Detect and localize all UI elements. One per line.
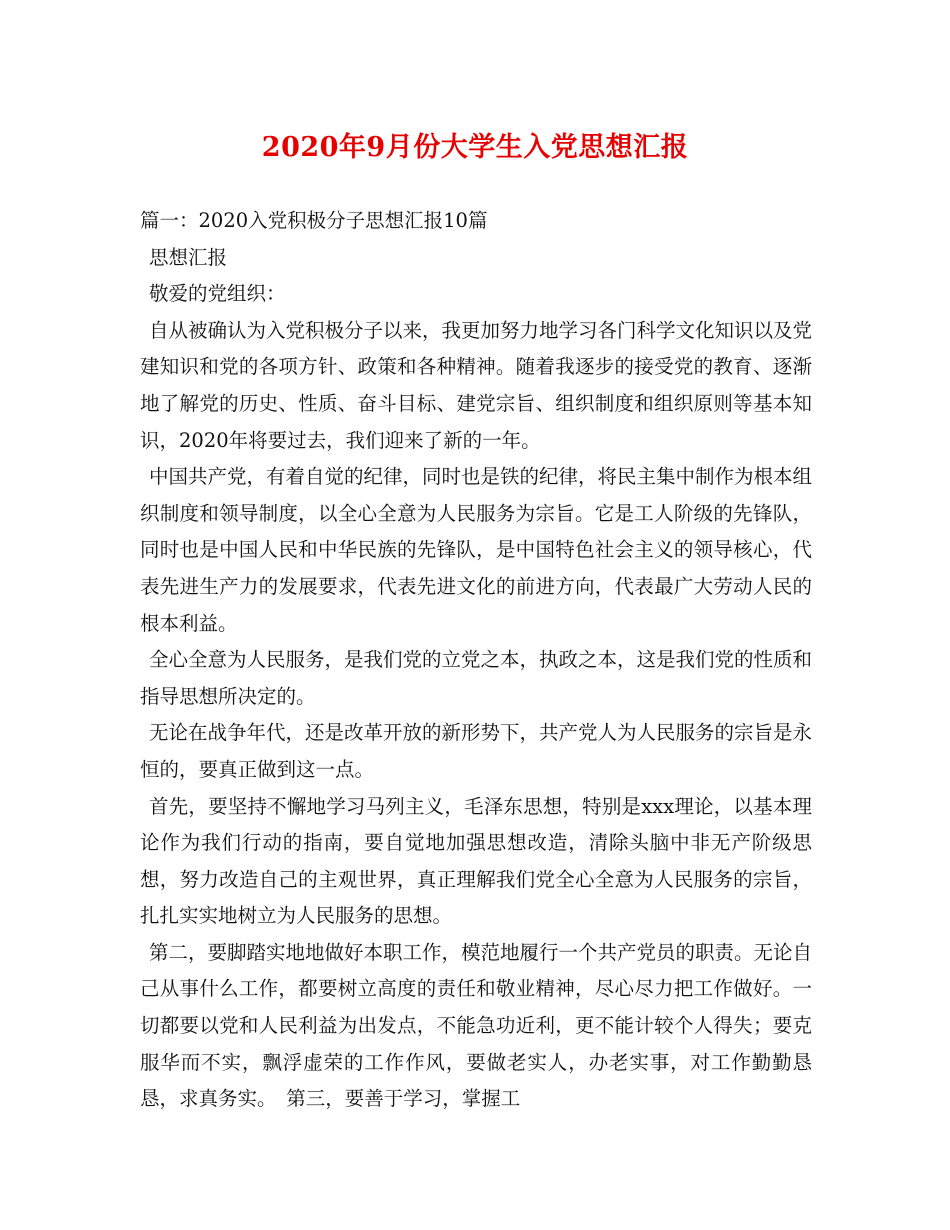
document-body	[140, 203, 812, 1118]
document-title: 2020年9月份大学生入党思想汇报	[261, 132, 689, 163]
body-paragraph: 无论在战争年代，还是改革开放的新形势下，共产党人为人民服务的宗旨是永恒的，要真正做到这一点。	[140, 721, 813, 781]
body-paragraph: 全心全意为人民服务，是我们党的立党之本，执政之本，这是我们党的性质和指导思想所决定的。	[140, 648, 813, 708]
body-paragraph: 中国共产党，有着自觉的纪律，同时也是铁的纪律，将民主集中制作为根本组织制度和领导制度，以全心全意为人民服务为宗旨。它是工人阶级的先锋队，同时也是中国人民和中华民族的先锋队，是中国特色社会主义的领导核心，代表先进生产力的发展要求，代表先进文化的前进方向，代表最广大劳动人民的根本利益。	[140, 465, 813, 635]
body-paragraph: 首先，要坚持不懈地学习马列主义，毛泽东思想，特别是xxx理论，以基本理论作为我们行动的指南，要自觉地加强思想改造，清除头脑中非无产阶级思想，努力改造自己的主观世界，真正理解我们党全心全意为人民服务的宗旨，扎扎实实地树立为人民服务的思想。	[140, 794, 812, 928]
body-paragraph: 自从被确认为入党积极分子以来，我更加努力地学习各门科学文化知识以及党建知识和党的各项方针、政策和各种精神。随着我逐步的接受党的教育、逐渐地了解党的历史、性质、奋斗目标、建党宗旨、组织制度和组织原则等基本知识，2020年将要过去，我们迎来了新的一年。	[140, 318, 813, 452]
body-paragraph: 第二，要脚踏实地地做好本职工作，模范地履行一个共产党员的职责。无论自己从事什么工作，都要树立高度的责任和敬业精神，尽心尽力把工作做好。一切都要以党和人民利益为出发点，不能急功近利，更不能计较个人得失；要克服华而不实，飘浮虚荣的工作作风，要做老实人，办老实事，对工作勤勤恳恳，求真务实。 第三，要善于学习，掌握工	[140, 940, 813, 1111]
salutation: 敬爱的党组织：	[149, 282, 286, 306]
section-heading: 篇一：2020入党积极分子思想汇报10篇	[140, 209, 488, 232]
report-heading: 思想汇报	[149, 245, 228, 269]
